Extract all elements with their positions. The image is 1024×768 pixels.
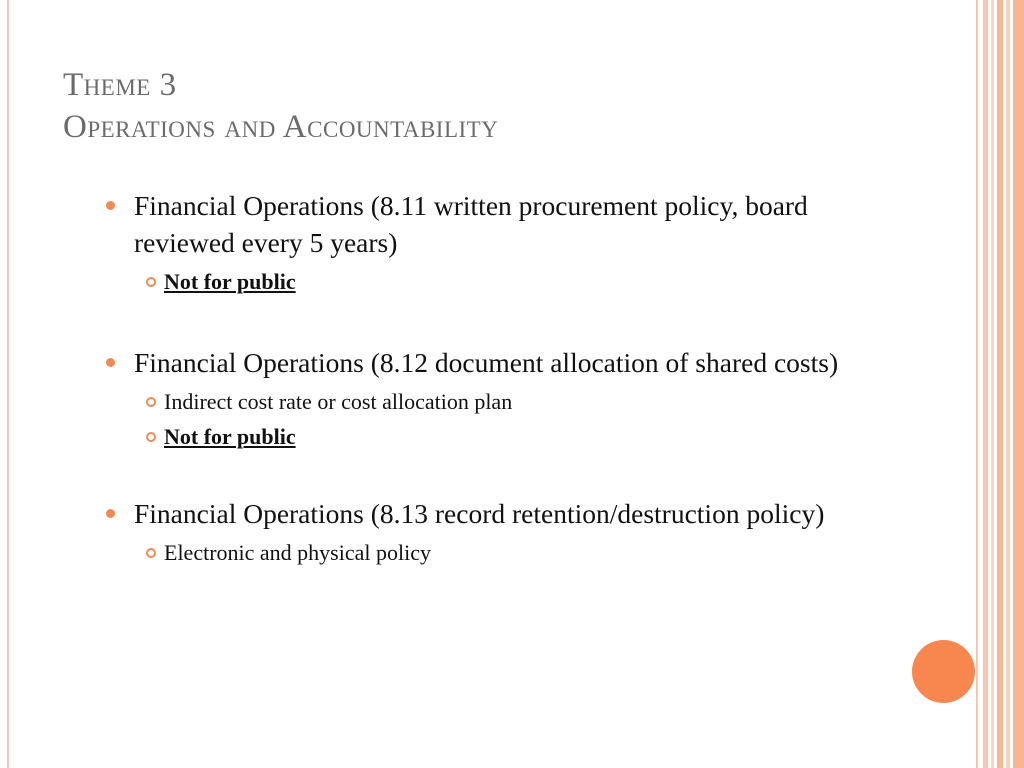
bullet-dot-icon xyxy=(106,509,115,518)
sub-bullet-text: Not for public xyxy=(164,424,296,449)
bullet-text: Financial Operations (8.13 record retention/destruction policy) xyxy=(134,498,825,529)
decorative-stripe xyxy=(997,0,1003,768)
sub-bullet-item xyxy=(106,268,886,296)
sub-bullet-ring-icon xyxy=(146,548,156,558)
decorative-stripe xyxy=(1006,0,1010,768)
sub-bullet-text: Not for public xyxy=(164,269,296,294)
bullet-list xyxy=(106,187,886,567)
sub-bullet-text: Indirect cost rate or cost allocation plan xyxy=(164,389,513,414)
decorative-stripe xyxy=(983,0,988,768)
title-line-2: Operations and Accountability xyxy=(63,109,499,145)
decorative-stripe xyxy=(1013,0,1024,768)
bullet-item xyxy=(106,495,886,532)
title-line-1: Theme 3 xyxy=(63,67,177,103)
decorative-stripe xyxy=(976,0,978,768)
bullet-text: Financial Operations (8.12 document allocation of shared costs) xyxy=(134,347,839,378)
bullet-dot-icon xyxy=(106,358,115,367)
sub-bullet-item xyxy=(106,388,886,416)
sub-bullet-text: Electronic and physical policy xyxy=(164,540,431,565)
sub-bullet-ring-icon xyxy=(146,397,156,407)
sub-bullet-item xyxy=(106,423,886,451)
slide-title xyxy=(63,64,903,148)
bullet-text: Financial Operations (8.11 written procurement policy, board reviewed every 5 years) xyxy=(134,190,808,258)
sub-bullet-item xyxy=(106,539,886,567)
bullet-item xyxy=(106,187,886,261)
decorative-stripe xyxy=(991,0,994,768)
bullet-dot-icon xyxy=(106,201,115,210)
left-frame-line xyxy=(7,0,9,768)
bullet-item xyxy=(106,344,886,381)
sub-bullet-ring-icon xyxy=(146,432,156,442)
decorative-circle xyxy=(912,640,975,703)
sub-bullet-ring-icon xyxy=(146,277,156,287)
